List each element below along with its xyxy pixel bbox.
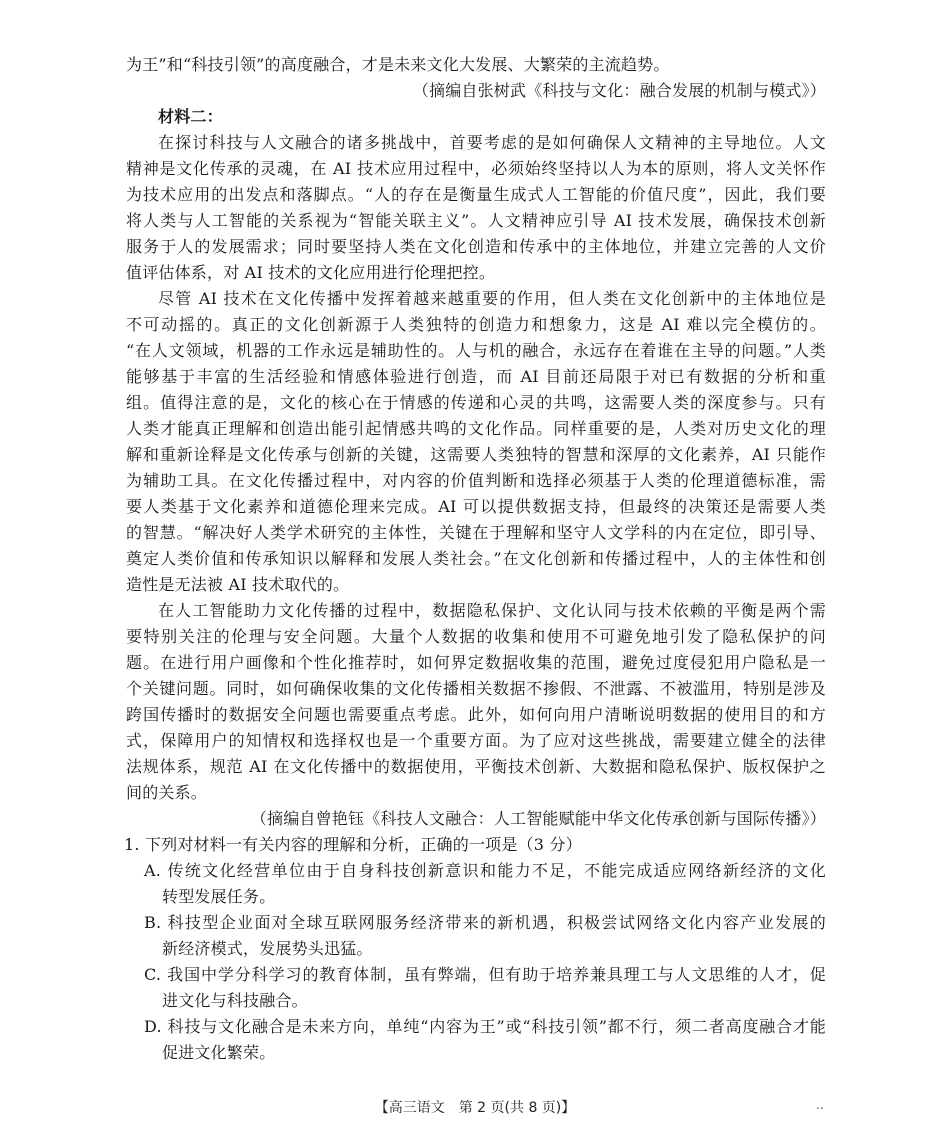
option-line: C. 我国中学分科学习的教育体制，虽有弊端，但有助于培养兼具理工与人文思维的人才，促 [144, 965, 826, 984]
document-page [126, 52, 826, 1066]
paragraph-line: 尽管 AI 技术在文化传播中发挥着越来越重要的作用，但人类在文化创新中的主体地位是 [158, 289, 826, 308]
paragraph-3 [126, 598, 826, 806]
source-citation-1: （摘编自张树武《科技与文化：融合发展的机制与模式》） [412, 81, 826, 100]
paragraph-line: 在人工智能助力文化传播的过程中，数据隐私保护、文化认同与技术依赖的平衡是两个需 [158, 601, 826, 620]
option-line: A. 传统文化经营单位由于自身科技创新意识和能力不足，不能完成适应网络新经济的文化 [144, 861, 826, 880]
paragraph-line: 奠定人类价值和传承知识以解释和发展人类社会。”在文化创新和传播过程中，人的主体性和创 [126, 549, 826, 568]
option-c [126, 962, 826, 1014]
question-title: 1. 下列对材料一有关内容的理解和分析，正确的一项是（3 分） [124, 835, 582, 854]
option-b [126, 910, 826, 962]
source-citation-2: （摘编自曾艳钰《科技人文融合：人工智能赋能中华文化传承创新与国际传播》） [250, 809, 826, 828]
paragraph-line: 组。值得注意的是，文化的核心在于情感的传递和心灵的共鸣，这需要人类的深度参与。只有 [126, 393, 826, 412]
paragraph-line: 法规体系，规范 AI 在文化传播中的数据使用，平衡技术创新、大数据和隐私保护、版权保护之 [126, 757, 826, 776]
paragraph-line: 跨国传播时的数据安全问题也需要重点考虑。此外，如何向用户清晰说明数据的使用目的和方 [126, 705, 826, 724]
option-line: 转型发展任务。 [162, 887, 276, 906]
paragraph-line: 人类才能真正理解和创造出能引起情感共鸣的文化作品。同样重要的是，人类对历史文化的理 [126, 419, 826, 438]
option-line: B. 科技型企业面对全球互联网服务经济带来的新机遇，积极尝试网络文化内容产业发展的 [144, 913, 826, 932]
paragraph-line: 要特别关注的伦理与安全问题。大量个人数据的收集和使用不可避免地引发了隐私保护的问 [126, 627, 826, 646]
option-d [126, 1014, 826, 1066]
paragraph-line: “在人文领域，机器的工作永远是辅助性的。人与机的融合，永远存在着谁在主导的问题。”人类 [126, 341, 826, 360]
option-a [126, 858, 826, 910]
top-fragment-line: 为王”和“科技引领”的高度融合，才是未来文化大发展、大繁荣的主流趋势。 [126, 55, 670, 74]
paragraph-line: 的智慧。“解决好人类学术研究的主体性，关键在于理解和坚守人文学科的内在定位，即引导、 [126, 523, 826, 542]
paragraph-line: 题。在进行用户画像和个性化推荐时，如何界定数据收集的范围，避免过度侵犯用户隐私是一 [126, 653, 826, 672]
paragraph-line: 解和重新诠释是文化传承与创新的关键，这需要人类独特的智慧和深厚的文化素养，AI 只能作 [126, 445, 826, 464]
paragraph-line: 能够基于丰富的生活经验和情感体验进行创造，而 AI 目前还局限于对已有数据的分析和重 [126, 367, 826, 386]
paragraph-line: 值评估体系，对 AI 技术的文化应用进行伦理把控。 [126, 263, 496, 282]
paragraph-1 [126, 130, 826, 286]
option-line: 促进文化繁荣。 [162, 1043, 276, 1062]
paragraph-line: 间的关系。 [126, 783, 208, 802]
paragraph-line: 精神是文化传承的灵魂，在 AI 技术应用过程中，必须始终坚持以人为本的原则，将人文关怀作 [126, 159, 826, 178]
question-1 [126, 832, 826, 1066]
material-2-heading: 材料二： [158, 107, 223, 126]
paragraph-line: 造性是无法被 AI 技术取代的。 [126, 575, 350, 594]
option-line: 进文化与科技融合。 [162, 991, 308, 1010]
page-footer: 【高三语文 第 2 页(共 8 页)】 [374, 1100, 576, 1116]
paragraph-line: 为技术应用的出发点和落脚点。“人的存在是衡量生成式人工智能的价值尺度”，因此，我们要 [126, 185, 826, 204]
footer-dots: .. [816, 1098, 824, 1112]
paragraph-2 [126, 286, 826, 598]
paragraph-line: 式，保障用户的知情权和选择权也是一个重要方面。为了应对这些挑战，需要建立健全的法律 [126, 731, 826, 750]
paragraph-line: 将人类与人工智能的关系视为“智能关联主义”。人文精神应引导 AI 技术发展，确保技术创新 [126, 211, 826, 230]
option-line: D. 科技与文化融合是未来方向，单纯“内容为王”或“科技引领”都不行，须二者高度融合才能 [144, 1017, 826, 1036]
paragraph-line: 不可动摇的。真正的文化创新源于人类独特的创造力和想象力，这是 AI 难以完全模仿的。 [126, 315, 826, 334]
paragraph-line: 个关键问题。同时，如何确保收集的文化传播相关数据不掺假、不泄露、不被滥用，特别是涉及 [126, 679, 826, 698]
paragraph-line: 在探讨科技与人文融合的诸多挑战中，首要考虑的是如何确保人文精神的主导地位。人文 [158, 133, 826, 152]
paragraph-line: 服务于人的发展需求；同时要坚持人类在文化创造和传承中的主体地位，并建立完善的人文价 [126, 237, 826, 256]
paragraph-line: 要人类基于文化素养和道德伦理来完成。AI 可以提供数据支持，但最终的决策还是需要人类 [126, 497, 826, 516]
option-line: 新经济模式，发展势头迅猛。 [162, 939, 373, 958]
paragraph-line: 为辅助工具。在文化传播过程中，对内容的价值判断和选择必须基于人类的伦理道德标准，需 [126, 471, 826, 490]
